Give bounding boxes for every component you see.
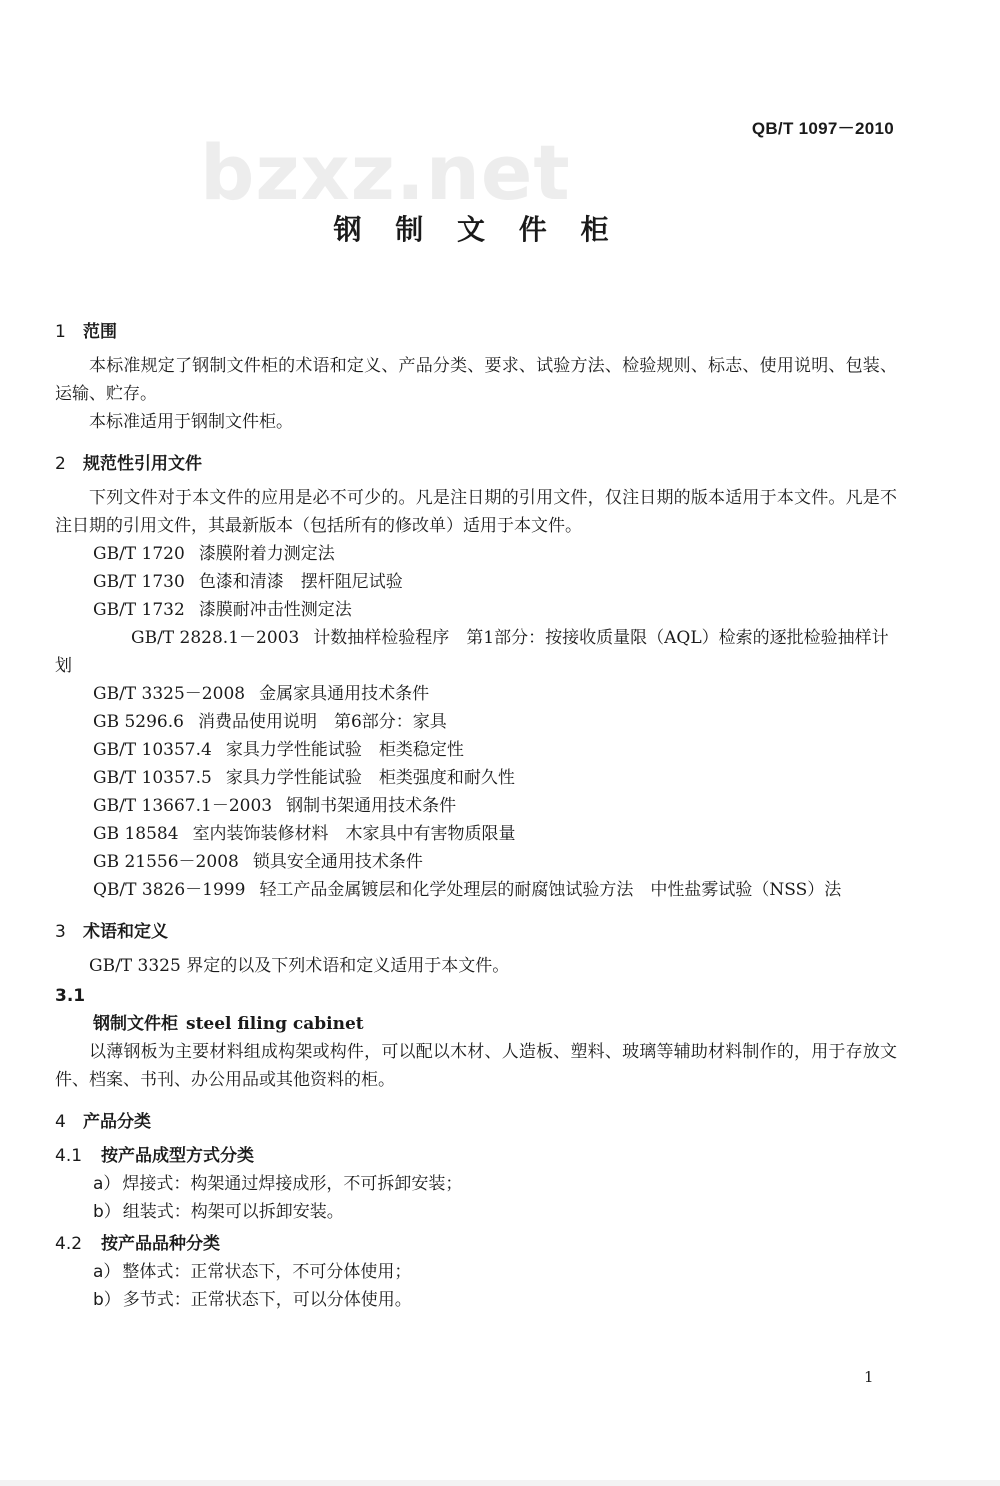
section-heading-terms bbox=[55, 918, 897, 946]
reference-code: QB/T 3826－1999 bbox=[93, 880, 246, 900]
subsection-number: 4.2 bbox=[55, 1234, 83, 1254]
reference-item bbox=[55, 736, 897, 764]
reference-code: GB 18584 bbox=[93, 824, 179, 844]
subsection-title: 按产品品种分类 bbox=[101, 1234, 220, 1254]
term-heading bbox=[55, 1010, 897, 1038]
subsection-heading-variety bbox=[55, 1230, 897, 1258]
reference-item bbox=[55, 540, 897, 568]
standard-code: QB/T 1097－2010 bbox=[751, 119, 894, 138]
list-marker: b） bbox=[93, 1290, 121, 1310]
term-definition: 以薄钢板为主要材料组成构架或构件，可以配以木材、人造板、塑料、玻璃等辅助材料制作的，用于存放文件、档案、书刊、办公用品或其他资料的柜。 bbox=[55, 1042, 897, 1090]
term-chinese: 钢制文件柜 bbox=[93, 1014, 178, 1034]
reference-title: 锁具安全通用技术条件 bbox=[252, 852, 423, 872]
reference-item bbox=[55, 708, 897, 736]
section-heading-normative-references bbox=[55, 450, 897, 478]
section-title: 规范性引用文件 bbox=[83, 454, 202, 474]
document-body bbox=[55, 318, 897, 1314]
section-title: 范围 bbox=[83, 322, 117, 342]
terms-intro: GB/T 3325 界定的以及下列术语和定义适用于本文件。 bbox=[89, 956, 510, 976]
term-number: 3.1 bbox=[55, 986, 86, 1006]
reference-title: 轻工产品金属镀层和化学处理层的耐腐蚀试验方法 中性盐雾试验（NSS）法 bbox=[259, 880, 842, 900]
reference-code: GB/T 1720 bbox=[93, 544, 185, 564]
reference-item bbox=[55, 792, 897, 820]
section-heading-scope bbox=[55, 318, 897, 346]
subsection-heading-forming bbox=[55, 1142, 897, 1170]
reference-item bbox=[55, 624, 897, 680]
subsection-title: 按产品成型方式分类 bbox=[101, 1146, 254, 1166]
list-text: 组装式：构架可以拆卸安装。 bbox=[122, 1202, 344, 1222]
scope-paragraph-1: 本标准规定了钢制文件柜的术语和定义、产品分类、要求、试验方法、检验规则、标志、使用说明、包装、运输、贮存。 bbox=[55, 356, 897, 404]
reference-item bbox=[55, 876, 897, 904]
reference-item bbox=[55, 680, 897, 708]
reference-code: GB/T 10357.4 bbox=[93, 740, 212, 760]
reference-item bbox=[55, 848, 897, 876]
reference-item bbox=[55, 596, 897, 624]
section-number: 4 bbox=[55, 1112, 66, 1132]
list-text: 整体式：正常状态下，不可分体使用； bbox=[122, 1262, 412, 1282]
reference-item bbox=[55, 764, 897, 792]
reference-code: GB/T 1730 bbox=[93, 572, 185, 592]
reference-code: GB/T 13667.1－2003 bbox=[93, 796, 273, 816]
reference-title: 漆膜附着力测定法 bbox=[198, 544, 335, 564]
reference-title: 计数抽样检验程序 第1部分：按接收质量限（AQL）检索的逐批检验抽样计划 bbox=[55, 628, 889, 676]
list-text: 焊接式：构架通过焊接成形，不可拆卸安装； bbox=[122, 1174, 463, 1194]
reference-title: 家具力学性能试验 柜类强度和耐久性 bbox=[225, 768, 515, 788]
reference-title: 漆膜耐冲击性测定法 bbox=[198, 600, 352, 620]
reference-title: 室内装饰装修材料 木家具中有害物质限量 bbox=[192, 824, 516, 844]
section-number: 3 bbox=[55, 922, 66, 942]
list-item bbox=[55, 1170, 897, 1198]
reference-title: 家具力学性能试验 柜类稳定性 bbox=[225, 740, 464, 760]
reference-title: 色漆和清漆 摆杆阻尼试验 bbox=[198, 572, 403, 592]
reference-code: GB 5296.6 bbox=[93, 712, 184, 732]
subsection-number: 4.1 bbox=[55, 1146, 83, 1166]
section-title: 产品分类 bbox=[83, 1112, 151, 1132]
page-number: 1 bbox=[864, 1368, 874, 1386]
reference-item bbox=[55, 568, 897, 596]
list-marker: b） bbox=[93, 1202, 121, 1222]
section-number: 1 bbox=[55, 322, 66, 342]
section-number: 2 bbox=[55, 454, 66, 474]
list-item bbox=[55, 1258, 897, 1286]
list-marker: a） bbox=[93, 1174, 121, 1194]
reference-code: GB/T 3325－2008 bbox=[93, 684, 246, 704]
document-title: 钢 制 文 件 柜 bbox=[333, 213, 621, 246]
reference-code: GB/T 10357.5 bbox=[93, 768, 212, 788]
section-heading-classification bbox=[55, 1108, 897, 1136]
list-marker: a） bbox=[93, 1262, 121, 1282]
term-english: steel filing cabinet bbox=[186, 1014, 364, 1034]
watermark: bzxz.net bbox=[200, 128, 571, 217]
section-title: 术语和定义 bbox=[83, 922, 168, 942]
scope-paragraph-2: 本标准适用于钢制文件柜。 bbox=[89, 412, 293, 432]
reference-code: GB/T 1732 bbox=[93, 600, 185, 620]
page-bottom-edge bbox=[0, 1480, 1000, 1486]
reference-item bbox=[55, 820, 897, 848]
reference-code: GB 21556－2008 bbox=[93, 852, 239, 872]
references-intro: 下列文件对于本文件的应用是必不可少的。凡是注日期的引用文件，仅注日期的版本适用于本文件。凡是不注日期的引用文件，其最新版本（包括所有的修改单）适用于本文件。 bbox=[55, 488, 897, 536]
reference-code: GB/T 2828.1－2003 bbox=[131, 628, 300, 648]
list-text: 多节式：正常状态下，可以分体使用。 bbox=[122, 1290, 412, 1310]
list-item bbox=[55, 1286, 897, 1314]
reference-title: 金属家具通用技术条件 bbox=[259, 684, 430, 704]
reference-title: 消费品使用说明 第6部分：家具 bbox=[197, 712, 447, 732]
list-item bbox=[55, 1198, 897, 1226]
reference-title: 钢制书架通用技术条件 bbox=[286, 796, 457, 816]
